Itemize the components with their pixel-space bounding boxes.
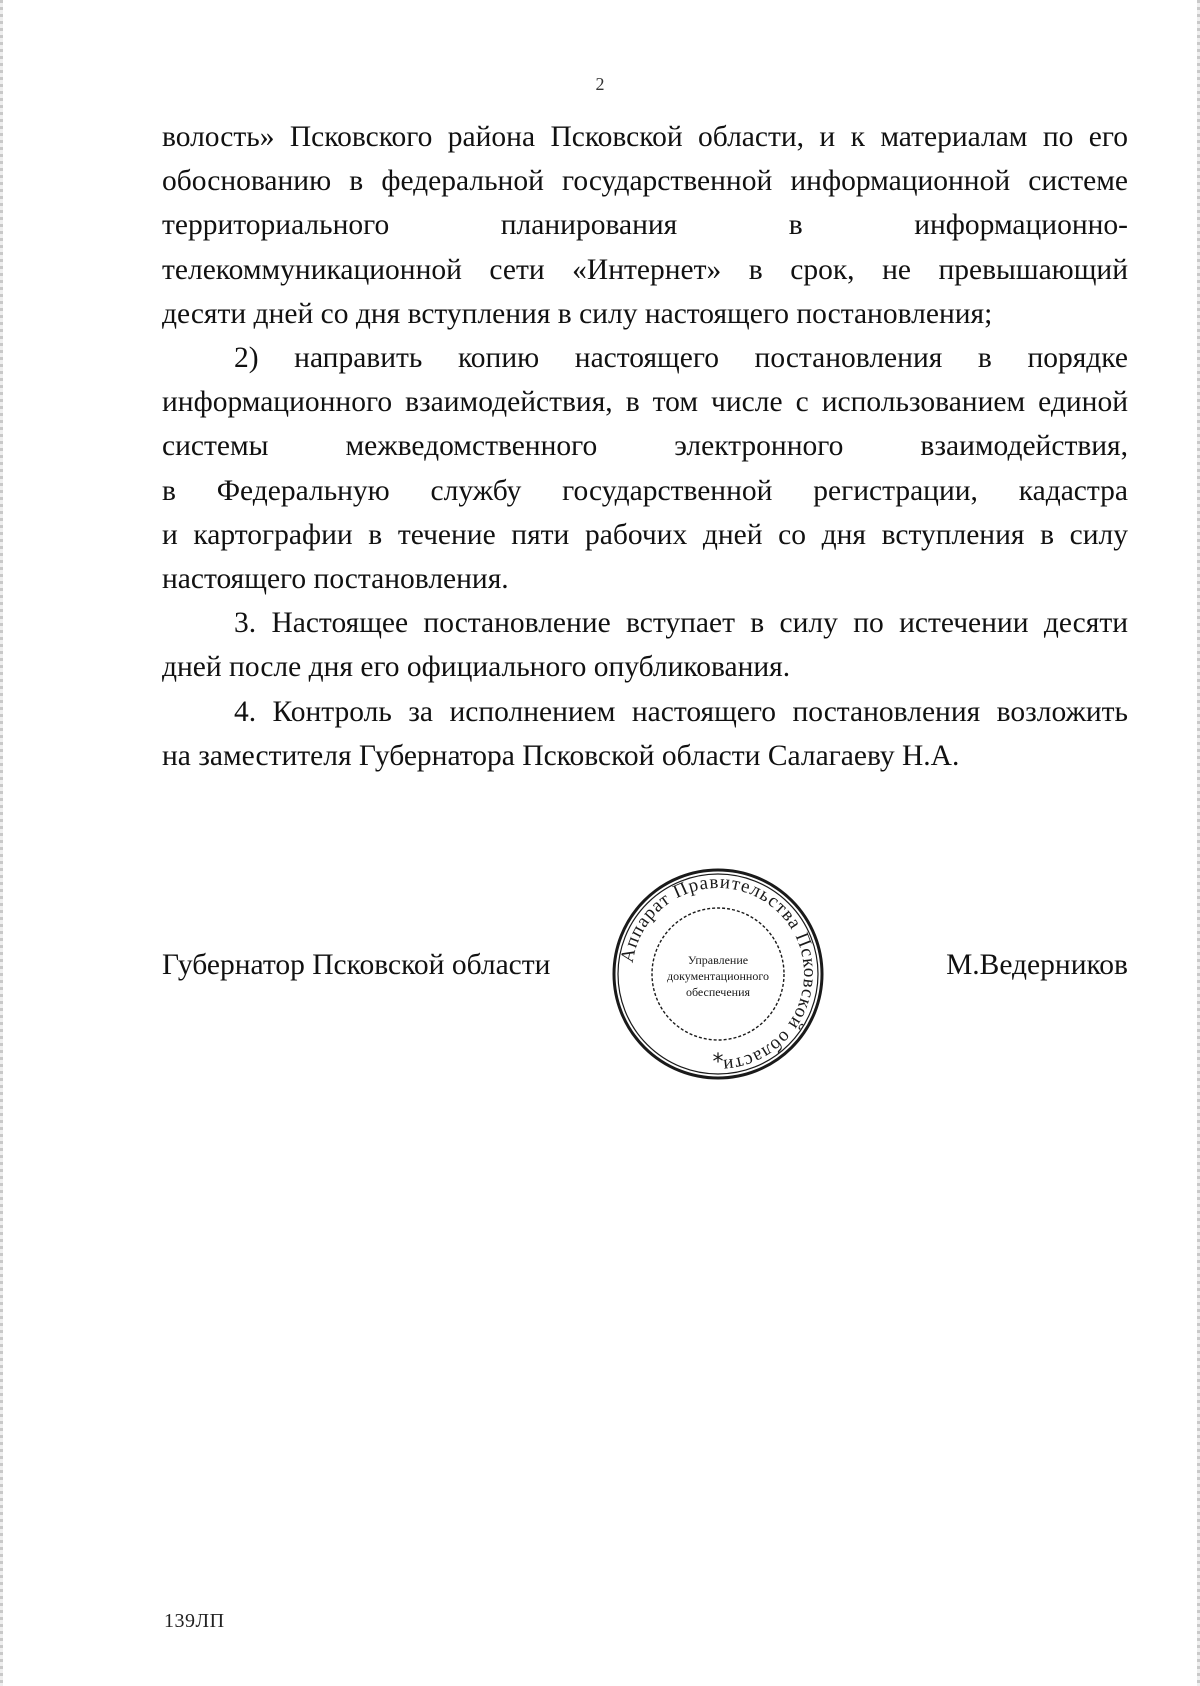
paragraph-1 [162, 115, 1128, 336]
text-line: телекоммуникационной сети «Интернет» в срок, не превышающий [162, 253, 1128, 286]
text-line: в Федеральную службу государственной регистрации, кадастра [162, 474, 1128, 507]
text-line: информационного взаимодействия, в том числе с использованием единой [162, 386, 1128, 419]
text-line: системы межведомственного электронного взаимодействия, [162, 430, 1128, 463]
signer-name: М.Ведерников [946, 949, 1128, 981]
text-line: обоснованию в федеральной государственной информационной системе [162, 165, 1128, 198]
text-line: 4. Контроль за исполнением настоящего постановления возложить [234, 695, 1128, 728]
text-line: десяти дней со дня вступления в силу настоящего постановления; [162, 297, 993, 330]
text-line: 2) направить копию настоящего постановления в порядке [234, 342, 1128, 375]
paragraph-3 [162, 601, 1128, 689]
document-code: 139ЛП [164, 1610, 225, 1632]
text-line: на заместителя Губернатора Псковской области Салагаеву Н.А. [162, 739, 960, 772]
signer-title: Губернатор Псковской области [162, 949, 551, 981]
seal-center-line: документационного [667, 969, 769, 983]
text-line: территориального планирования в информационно- [162, 209, 1128, 242]
seal-center-line: Управление [687, 953, 749, 967]
text-line: волость» Псковского района Псковской области, и к материалам по его [162, 121, 1128, 153]
page-edge-left [0, 0, 3, 1686]
official-seal [608, 864, 828, 1084]
text-line: дней после дня его официального опубликования. [162, 651, 791, 684]
document-body [162, 115, 1128, 778]
seal-center-line: обеспечения [685, 985, 751, 999]
paragraph-2 [162, 336, 1128, 601]
page-number: 2 [595, 74, 605, 94]
seal-graphic [608, 864, 828, 1084]
seal-star: * [712, 1050, 724, 1075]
seal-ring-text: Аппарат Правительства Псковской области [616, 871, 821, 1077]
text-line: 3. Настоящее постановление вступает в силу по истечении десяти [234, 607, 1128, 640]
text-line: и картографии в течение пяти рабочих дней со дня вступления в силу [162, 518, 1128, 551]
text-line: настоящего постановления. [162, 563, 509, 596]
paragraph-4 [162, 690, 1128, 778]
